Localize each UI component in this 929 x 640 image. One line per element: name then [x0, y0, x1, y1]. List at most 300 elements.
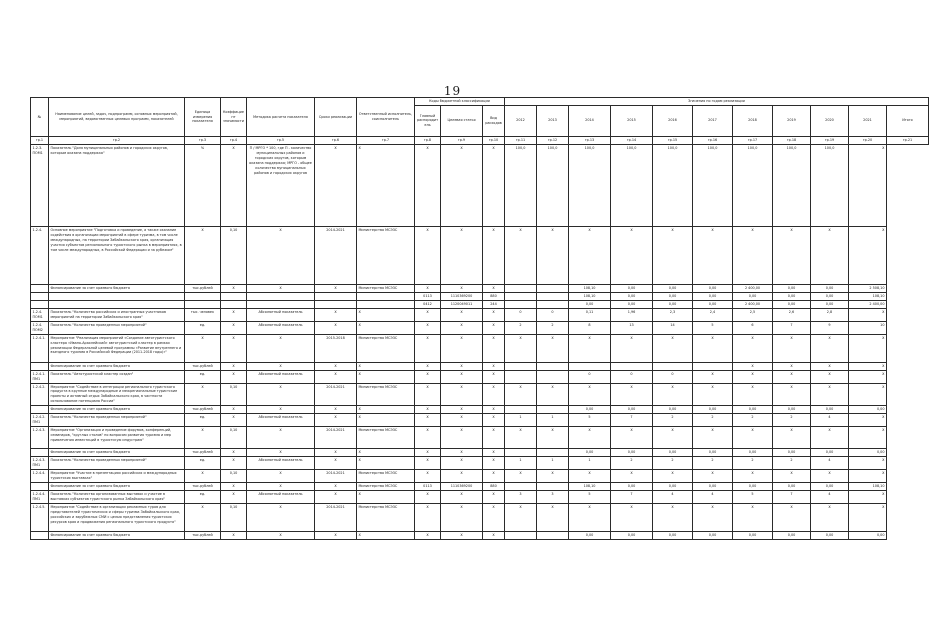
cell-coef: Х: [221, 308, 247, 321]
cell-value: 1: [505, 457, 537, 470]
cell-article: 1110369200: [441, 292, 483, 300]
cell-value: 2: [733, 457, 773, 470]
cell-value: Х: [811, 362, 849, 370]
column-number: гр.20: [849, 136, 887, 144]
cell-value: 0,00: [569, 449, 611, 457]
cell-executor: Министерство МСЭ3С: [357, 334, 415, 362]
cell-no: 1.2.4.1. ПМ1: [31, 370, 49, 383]
cell-value: 1: [569, 457, 611, 470]
cell-method: П / МРГО * 100, где П - количество муниципальных районов и городских округов, которым оказана поддержка; МРГО - общее количество муниципальных районов и городских округов: [247, 144, 315, 226]
cell-value: 0,00: [693, 300, 733, 308]
cell-value: 0,00: [653, 483, 693, 491]
cell-admin: Х: [415, 284, 441, 292]
cell-value: Х: [611, 226, 653, 284]
column-number-row: [31, 136, 929, 144]
cell-no: 1.2.4.3. ПМ1: [31, 457, 49, 470]
cell-value: 1: [505, 414, 537, 427]
cell-executor: Министерство МСЭ3С: [357, 483, 415, 491]
cell-admin: Х: [415, 321, 441, 334]
cell-name: Показатель "Количество проведенных мероприятий": [49, 321, 185, 334]
cell-value: Х: [773, 362, 811, 370]
cell-executor: [357, 300, 415, 308]
cell-value: Х: [537, 504, 569, 532]
cell-unit: тыс.рублей: [185, 362, 221, 370]
cell-period: Х: [315, 491, 357, 504]
cell-period: Х: [315, 414, 357, 427]
cell-value: Х: [849, 457, 887, 470]
cell-method: Абсолютный показатель: [247, 457, 315, 470]
cell-name: Показатель "Количество российских и иностранных участников мероприятий на территории Забайкальского края": [49, 308, 185, 321]
cell-name: Мероприятие "Участие в презентациях российских и международных туристских выставках": [49, 470, 185, 483]
cell-value: Х: [849, 144, 887, 226]
cell-method: Х: [247, 504, 315, 532]
cell-exp-type: Х: [483, 383, 505, 406]
cell-value: Х: [773, 470, 811, 483]
cell-value: 7: [611, 491, 653, 504]
cell-no: 1.2.4. ПОМ1: [31, 308, 49, 321]
cell-value: 100,0: [505, 144, 537, 226]
cell-exp-type: 244: [483, 300, 505, 308]
cell-article: 1120049011: [441, 300, 483, 308]
cell-period: 2014-2021: [315, 226, 357, 284]
table-row: [31, 449, 929, 457]
cell-executor: Х: [357, 144, 415, 226]
header-year: 2017: [693, 105, 733, 136]
table-row: [31, 321, 929, 334]
cell-value: 0: [569, 370, 611, 383]
cell-coef: Х: [221, 321, 247, 334]
cell-unit: ед.: [185, 491, 221, 504]
table-row: [31, 491, 929, 504]
cell-no: 1.2.4. ПОМ2: [31, 321, 49, 334]
cell-period: Х: [315, 449, 357, 457]
cell-value: 2: [505, 321, 537, 334]
table-row: [31, 226, 929, 284]
cell-value: Х: [849, 308, 887, 321]
cell-article: Х: [441, 449, 483, 457]
column-number: гр.14: [611, 136, 653, 144]
cell-admin: Х: [415, 427, 441, 449]
cell-value: 0,00: [733, 449, 773, 457]
cell-value: 2: [693, 414, 733, 427]
cell-value: Х: [849, 427, 887, 449]
header-budget-codes: Коды бюджетной классификации: [415, 98, 505, 106]
cell-period: Х: [315, 144, 357, 226]
table-row: [31, 504, 929, 532]
cell-value: 0,00: [653, 292, 693, 300]
cell-article: Х: [441, 226, 483, 284]
table-header: [31, 98, 929, 145]
cell-value: 1: [537, 414, 569, 427]
cell-value: 0,00: [693, 406, 733, 414]
cell-value: 2: [653, 457, 693, 470]
cell-period: 2014-2021: [315, 504, 357, 532]
cell-value: 0,00: [569, 406, 611, 414]
cell-value: [505, 370, 537, 383]
cell-value: Х: [849, 414, 887, 427]
cell-admin: Х: [415, 144, 441, 226]
cell-executor: Х: [357, 457, 415, 470]
cell-value: Х: [611, 334, 653, 362]
cell-no: 1.2.3. ПОМ1: [31, 144, 49, 226]
cell-value: 0,00: [693, 292, 733, 300]
cell-coef: 0,10: [221, 504, 247, 532]
cell-executor: Министерство МСЭ3С: [357, 470, 415, 483]
column-number: гр.13: [569, 136, 611, 144]
cell-value: Х: [849, 362, 887, 370]
cell-coef: Х: [221, 406, 247, 414]
cell-value: 0,00: [811, 483, 849, 491]
cell-value: 0,00: [653, 532, 693, 540]
table-row: [31, 470, 929, 483]
cell-value: 0: [505, 308, 537, 321]
cell-value: [537, 362, 569, 370]
header-year: 2013: [537, 105, 569, 136]
cell-value: Х: [773, 427, 811, 449]
cell-no: 1.2.4.1.: [31, 334, 49, 362]
cell-value: Х: [611, 427, 653, 449]
cell-period: 2014-2021: [315, 427, 357, 449]
cell-value: Х: [733, 362, 773, 370]
cell-value: Х: [773, 383, 811, 406]
cell-method: Х: [247, 226, 315, 284]
cell-no: 1.2.4.4. ПМ1: [31, 491, 49, 504]
cell-admin: Х: [415, 226, 441, 284]
cell-coef: Х: [221, 284, 247, 292]
cell-value: 4: [811, 457, 849, 470]
cell-method: [247, 292, 315, 300]
cell-exp-type: Х: [483, 334, 505, 362]
cell-period: [315, 292, 357, 300]
cell-value: Х: [693, 370, 733, 383]
cell-no: 1.2.4.3.: [31, 427, 49, 449]
cell-value: [693, 362, 733, 370]
cell-executor: Х: [357, 370, 415, 383]
header-year: 2016: [653, 105, 693, 136]
cell-value: 6: [733, 321, 773, 334]
cell-value: Х: [505, 427, 537, 449]
header-values-by-year: Значения по годам реализации: [505, 98, 929, 106]
cell-coef: Х: [221, 457, 247, 470]
cell-value: [537, 449, 569, 457]
cell-article: Х: [441, 504, 483, 532]
cell-exp-type: Х: [483, 406, 505, 414]
cell-value: 0,00: [811, 292, 849, 300]
cell-value: 0,00: [733, 483, 773, 491]
cell-value: 4: [653, 491, 693, 504]
cell-value: Х: [811, 504, 849, 532]
cell-value: Х: [537, 427, 569, 449]
header-method: Методика расчета показателя: [247, 98, 315, 137]
cell-coef: Х: [221, 414, 247, 427]
cell-value: 2 508,10: [849, 284, 887, 292]
cell-coef: Х: [221, 449, 247, 457]
cell-exp-type: Х: [483, 449, 505, 457]
cell-exp-type: Х: [483, 470, 505, 483]
cell-article: Х: [441, 532, 483, 540]
cell-admin: Х: [415, 457, 441, 470]
cell-admin: Х: [415, 414, 441, 427]
cell-name: Показатель "Количество проведенных мероприятий": [49, 414, 185, 427]
header-exp-type: Вид расходов: [483, 105, 505, 136]
cell-period: Х: [315, 362, 357, 370]
cell-value: 2,6: [773, 308, 811, 321]
table-row: [31, 414, 929, 427]
column-number: гр.4: [221, 136, 247, 144]
cell-name: Мероприятие "Содействие в интеграции регионального туристского продукта в крупные международные и межрегиональные туристские проекты и активный отдых Забайкальского края, в частности использование потенциала России": [49, 383, 185, 406]
cell-value: 108,10: [569, 483, 611, 491]
cell-method: Х: [247, 383, 315, 406]
cell-value: Х: [849, 491, 887, 504]
cell-executor: Министерство МСЭ3С: [357, 427, 415, 449]
cell-admin: 0113: [415, 483, 441, 491]
cell-value: [611, 362, 653, 370]
cell-value: Х: [811, 470, 849, 483]
cell-exp-type: 880: [483, 483, 505, 491]
cell-method: Абсолютный показатель: [247, 414, 315, 427]
header-total: Итого: [887, 105, 929, 136]
cell-no: [31, 406, 49, 414]
cell-exp-type: Х: [483, 362, 505, 370]
header-year: 2014: [569, 105, 611, 136]
cell-period: Х: [315, 532, 357, 540]
cell-admin: 0412: [415, 300, 441, 308]
cell-executor: Министерство МСЭ3С: [357, 284, 415, 292]
table-row: [31, 457, 929, 470]
cell-value: Х: [773, 226, 811, 284]
cell-value: 0,00: [693, 449, 733, 457]
cell-admin: Х: [415, 532, 441, 540]
cell-value: 3: [505, 491, 537, 504]
cell-value: 0,00: [733, 532, 773, 540]
cell-value: 10: [849, 321, 887, 334]
cell-name: Показатель "Количество организованных выставок и участие в выставках субъектов туристского рынка Забайкальского края": [49, 491, 185, 504]
cell-unit: Х: [185, 383, 221, 406]
table-row: [31, 284, 929, 292]
header-executor: Ответственный исполнитель, соисполнитель: [357, 98, 415, 137]
cell-unit: тыс.рублей: [185, 449, 221, 457]
cell-article: Х: [441, 334, 483, 362]
cell-value: Х: [569, 383, 611, 406]
cell-value: 5: [733, 491, 773, 504]
cell-value: Х: [569, 470, 611, 483]
cell-value: [537, 284, 569, 292]
cell-value: 0,00: [653, 406, 693, 414]
header-no: №: [31, 98, 49, 137]
cell-value: 3: [537, 491, 569, 504]
column-number: гр.21: [887, 136, 929, 144]
cell-value: 0,00: [773, 532, 811, 540]
cell-value: 2,4: [693, 308, 733, 321]
cell-unit: %: [185, 144, 221, 226]
cell-exp-type: Х: [483, 144, 505, 226]
cell-no: [31, 362, 49, 370]
cell-value: 108,10: [849, 292, 887, 300]
cell-value: 0,00: [773, 292, 811, 300]
cell-value: Х: [693, 383, 733, 406]
cell-value: 2 400,00: [849, 300, 887, 308]
cell-method: Х: [247, 334, 315, 362]
column-number: гр.17: [733, 136, 773, 144]
cell-value: Х: [849, 383, 887, 406]
cell-exp-type: Х: [483, 491, 505, 504]
cell-value: 0,00: [611, 292, 653, 300]
cell-value: 7: [773, 321, 811, 334]
cell-method: Абсолютный показатель: [247, 321, 315, 334]
cell-value: 8: [569, 321, 611, 334]
cell-value: Х: [537, 470, 569, 483]
cell-value: 0,00: [773, 406, 811, 414]
cell-article: Х: [441, 457, 483, 470]
cell-value: Х: [653, 504, 693, 532]
cell-no: [31, 292, 49, 300]
cell-value: 0,00: [569, 300, 611, 308]
cell-coef: Х: [221, 334, 247, 362]
cell-value: Х: [733, 226, 773, 284]
cell-name: [49, 292, 185, 300]
cell-value: 100,0: [733, 144, 773, 226]
cell-unit: ед.: [185, 321, 221, 334]
cell-value: 2: [733, 414, 773, 427]
cell-executor: Х: [357, 449, 415, 457]
cell-exp-type: Х: [483, 226, 505, 284]
cell-value: 2: [537, 321, 569, 334]
cell-value: 14: [653, 321, 693, 334]
cell-method: [247, 300, 315, 308]
cell-period: Х: [315, 370, 357, 383]
cell-value: [505, 449, 537, 457]
cell-unit: Х: [185, 226, 221, 284]
cell-value: 100,0: [811, 144, 849, 226]
cell-unit: тыс.рублей: [185, 406, 221, 414]
cell-value: [505, 406, 537, 414]
cell-value: Х: [611, 504, 653, 532]
header-period: Сроки реализации: [315, 98, 357, 137]
cell-value: [505, 292, 537, 300]
cell-unit: тыс.рублей: [185, 483, 221, 491]
cell-executor: Министерство МСЭ3С: [357, 226, 415, 284]
cell-value: 0,00: [849, 406, 887, 414]
cell-exp-type: Х: [483, 321, 505, 334]
cell-value: 5: [693, 321, 733, 334]
cell-value: Х: [569, 226, 611, 284]
cell-exp-type: Х: [483, 532, 505, 540]
cell-value: 0,00: [653, 449, 693, 457]
cell-value: 0,00: [653, 284, 693, 292]
header-coef: Коэффициент значимости: [221, 98, 247, 137]
cell-exp-type: 880: [483, 292, 505, 300]
cell-coef: Х: [221, 362, 247, 370]
cell-value: Х: [569, 427, 611, 449]
cell-value: 0,00: [611, 449, 653, 457]
cell-article: 1110369200: [441, 483, 483, 491]
cell-executor: Х: [357, 532, 415, 540]
cell-no: 1.2.4.2. ПМ1: [31, 414, 49, 427]
cell-value: 1: [537, 457, 569, 470]
cell-admin: Х: [415, 406, 441, 414]
cell-value: 0,00: [693, 532, 733, 540]
cell-value: 5: [569, 414, 611, 427]
table-row: [31, 300, 929, 308]
cell-admin: Х: [415, 383, 441, 406]
cell-admin: 0113: [415, 292, 441, 300]
cell-value: 9: [811, 321, 849, 334]
cell-name: Показатель "Доля муниципальных районов и городских округов, которым оказана поддержка": [49, 144, 185, 226]
cell-article: Х: [441, 362, 483, 370]
program-table: [30, 97, 929, 540]
cell-unit: ед.: [185, 370, 221, 383]
cell-no: 1.2.4.2.: [31, 383, 49, 406]
cell-value: Х: [733, 334, 773, 362]
cell-unit: тыс.рублей: [185, 532, 221, 540]
table-row: [31, 532, 929, 540]
cell-no: [31, 284, 49, 292]
cell-value: Х: [773, 370, 811, 383]
cell-value: 0,00: [611, 300, 653, 308]
cell-executor: [357, 292, 415, 300]
cell-coef: Х: [221, 370, 247, 383]
cell-no: [31, 532, 49, 540]
cell-value: Х: [505, 383, 537, 406]
cell-article: Х: [441, 383, 483, 406]
header-name: Наименование целей, задач, подпрограмм, основных мероприятий, мероприятий, ведомственных целевых программ, показателей: [49, 98, 185, 137]
cell-value: Х: [811, 383, 849, 406]
column-number: гр.15: [653, 136, 693, 144]
cell-value: 0: [653, 370, 693, 383]
cell-period: Х: [315, 284, 357, 292]
cell-value: Х: [505, 226, 537, 284]
cell-admin: Х: [415, 334, 441, 362]
cell-value: Х: [733, 470, 773, 483]
cell-value: 4: [693, 491, 733, 504]
cell-value: Х: [653, 334, 693, 362]
cell-exp-type: Х: [483, 504, 505, 532]
cell-name: Основное мероприятие "Подготовка и проведение, а также оказание содействия в организации мероприятий в сфере туризма, в том числе международных, на территории Забайкальского края, организация участия субъектов регионального туристского рынка в мероприятиях, в том числе международных, в Российской Федерации и за рубежом": [49, 226, 185, 284]
cell-value: 100,0: [653, 144, 693, 226]
cell-unit: Х: [185, 427, 221, 449]
cell-value: 1,96: [611, 308, 653, 321]
cell-article: Х: [441, 414, 483, 427]
cell-name: Финансирование за счет краевого бюджета: [49, 284, 185, 292]
cell-value: 0,00: [849, 449, 887, 457]
cell-value: 2: [773, 414, 811, 427]
cell-value: Х: [849, 334, 887, 362]
cell-coef: Х: [221, 483, 247, 491]
cell-method: Х: [247, 532, 315, 540]
table-row: [31, 308, 929, 321]
cell-value: 0,00: [611, 532, 653, 540]
cell-method: Х: [247, 406, 315, 414]
cell-period: Х: [315, 321, 357, 334]
column-number: гр.6: [315, 136, 357, 144]
header-article: Целевая статья: [441, 105, 483, 136]
cell-unit: тыс. человек: [185, 308, 221, 321]
cell-unit: Х: [185, 504, 221, 532]
cell-value: 0,00: [849, 532, 887, 540]
cell-value: Х: [569, 504, 611, 532]
cell-value: [505, 362, 537, 370]
cell-name: Мероприятие "Организация и проведение форумов, конференций, семинаров, "круглых столов" по вопросам развития туризма и мер привлечения инвестиций в туристскую индустрию": [49, 427, 185, 449]
cell-unit: Х: [185, 334, 221, 362]
cell-value: 4: [811, 414, 849, 427]
cell-value: 2,3: [653, 308, 693, 321]
cell-name: Финансирование за счет краевого бюджета: [49, 362, 185, 370]
cell-coef: Х: [221, 144, 247, 226]
cell-article: Х: [441, 321, 483, 334]
cell-exp-type: Х: [483, 427, 505, 449]
cell-executor: Х: [357, 308, 415, 321]
cell-value: 0,00: [733, 292, 773, 300]
